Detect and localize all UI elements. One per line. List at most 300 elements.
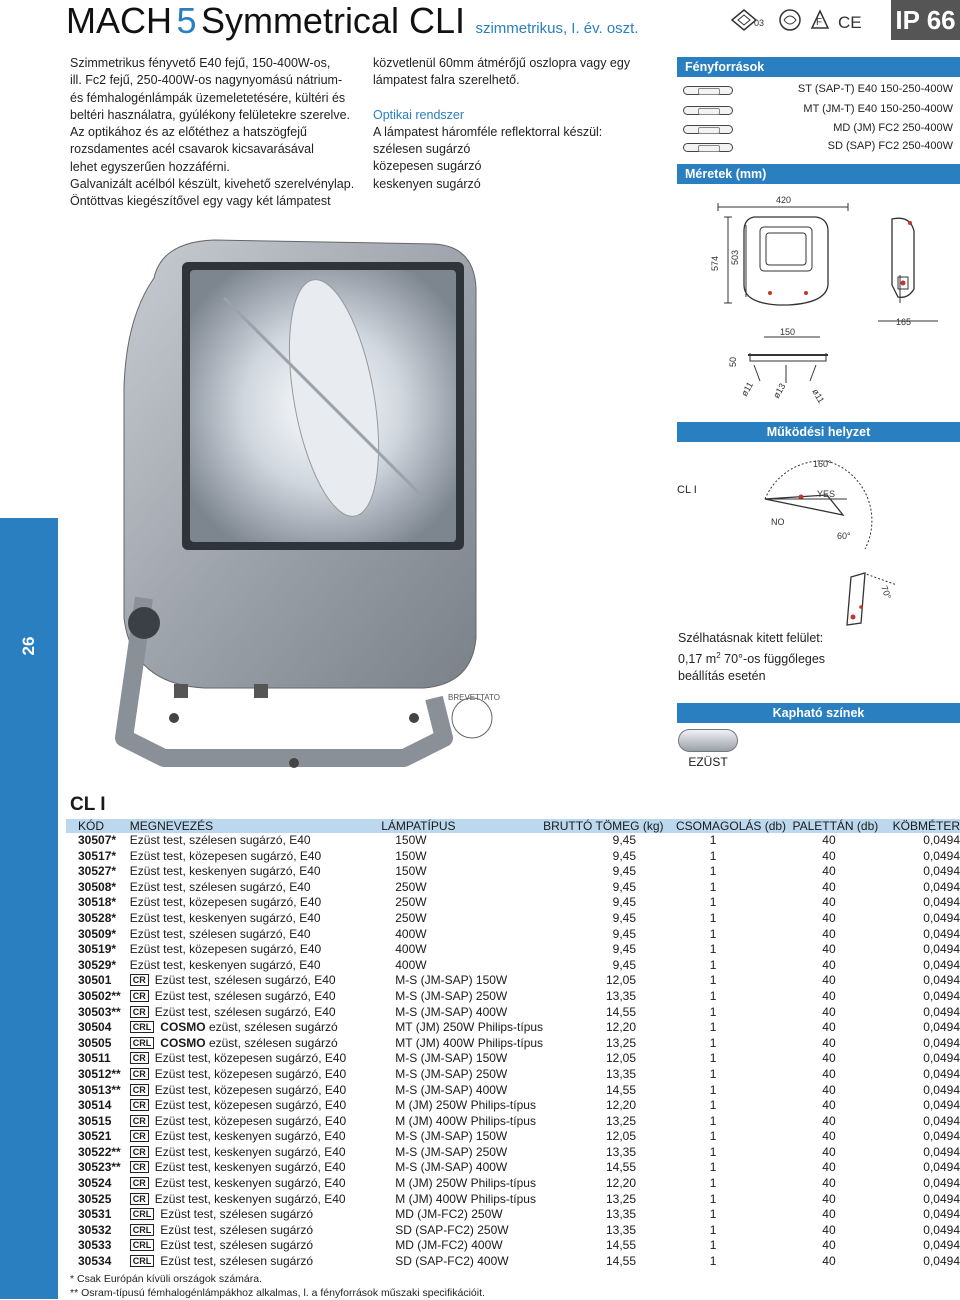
table-row <box>66 1005 960 1021</box>
operation-heading: Működési helyzet <box>677 422 960 442</box>
cell-code: 30503** <box>78 1004 121 1019</box>
cell-weight: 14,55 <box>605 1082 637 1097</box>
cell-lamp: MD (JM-FC2) 250W <box>395 1207 503 1222</box>
cell-pallet: 40 <box>822 895 836 910</box>
cr-badge-icon: CR <box>130 1099 149 1111</box>
cell-name <box>130 1176 381 1192</box>
desc-line: Szimmetrikus fényvető E40 fejű, 150-400W-os, <box>70 56 331 70</box>
cell-name <box>130 1160 381 1176</box>
table-row <box>66 1036 960 1052</box>
cell-weight: 14,55 <box>605 1238 637 1253</box>
product-name: Ezüst test, közepesen sugárzó, E40 <box>154 1098 347 1113</box>
cell-code: 30521 <box>78 1129 112 1144</box>
cell-name <box>130 1020 381 1036</box>
desc-line: Az optikához és az előtéthez a hatszögfejű <box>70 125 307 140</box>
cell-code: 30501 <box>78 973 112 988</box>
cell-weight: 14,55 <box>605 1160 637 1175</box>
cell-volume: 0,0494 <box>923 942 960 957</box>
cell-code: 30528* <box>78 910 117 925</box>
cell-lamp: 150W <box>395 848 427 863</box>
cl-label: CL I <box>677 484 697 496</box>
optics-line: A lámpatest háromféle reflektorral készül: <box>373 124 603 139</box>
cell-code: 30502** <box>78 988 121 1003</box>
dimensions-heading: Méretek (mm) <box>677 164 960 184</box>
col-header-pack: CSOMAGOLÁS (db) <box>676 819 792 833</box>
floodlight-photo <box>104 238 501 798</box>
col-header-code: KÓD <box>66 819 130 833</box>
cell-code: 30532 <box>78 1222 112 1237</box>
cell-name <box>130 1254 381 1270</box>
cell-volume: 0,0494 <box>923 1144 960 1159</box>
cell-weight: 13,35 <box>605 1144 637 1159</box>
table-row <box>66 911 960 927</box>
cell-pallet: 40 <box>822 1113 836 1128</box>
crl-badge-icon: CRL <box>130 1021 155 1033</box>
cell-pallet: 40 <box>822 1004 836 1019</box>
cell-name <box>130 1051 381 1067</box>
table-row <box>66 1254 960 1270</box>
side-tab <box>0 518 58 1299</box>
cr-badge-icon: CR <box>130 1161 149 1173</box>
footnote: * Csak Európán kívüli országok számára. <box>70 1273 262 1285</box>
optics-heading: Optikai rendszer <box>373 107 465 122</box>
cell-lamp: M-S (JM-SAP) 250W <box>395 988 508 1003</box>
colors-heading: Kapható színek <box>677 703 960 723</box>
table-row <box>66 1207 960 1223</box>
product-name: Ezüst test, közepesen sugárzó, E40 <box>154 1082 347 1097</box>
no-label: NO <box>771 517 785 527</box>
cell-pack: 1 <box>709 973 717 988</box>
cell-code: 30534 <box>78 1254 112 1269</box>
dimensions-drawing <box>688 185 960 410</box>
cell-pallet: 40 <box>822 864 836 879</box>
tubular-lamp-icon <box>683 106 733 115</box>
cell-weight: 9,45 <box>612 848 637 863</box>
silver-color-label: EZÜST <box>688 755 728 769</box>
product-name: Ezüst test, keskenyen sugárzó, E40 <box>154 1160 346 1175</box>
light-source-item: ST (SAP-T) E40 150-250-400W <box>683 83 953 99</box>
cell-name <box>130 973 381 989</box>
cell-pack: 1 <box>709 957 717 972</box>
cell-code: 30508* <box>78 879 117 894</box>
cell-volume: 0,0494 <box>923 1222 960 1237</box>
cell-pack: 1 <box>709 864 717 879</box>
cell-name <box>130 880 381 896</box>
cell-weight: 14,55 <box>605 1254 637 1269</box>
cell-volume: 0,0494 <box>923 1066 960 1081</box>
cell-name <box>130 1145 381 1161</box>
title-name: Symmetrical CLI <box>200 0 465 41</box>
product-name: Ezüst test, szélesen sugárzó, E40 <box>129 833 311 847</box>
table-row <box>66 1098 960 1114</box>
description-left <box>70 55 360 211</box>
table-row <box>66 989 960 1005</box>
brevetto-seal-icon <box>448 693 500 738</box>
dim-50: 50 <box>728 356 738 367</box>
footnote: ** Osram-típusú fémhalogénlámpákhoz alkalmas, l. a fényforrások műszaki specifikációit. <box>70 1287 485 1299</box>
table-row <box>66 1051 960 1067</box>
cell-volume: 0,0494 <box>923 1082 960 1097</box>
cell-weight: 12,05 <box>605 1129 637 1144</box>
cell-pallet: 40 <box>822 1066 836 1081</box>
cr-badge-icon: CR <box>130 1084 149 1096</box>
cell-pallet: 40 <box>822 848 836 863</box>
cell-volume: 0,0494 <box>923 1207 960 1222</box>
cell-code: 30527* <box>78 864 117 879</box>
cell-pack: 1 <box>709 910 717 925</box>
cell-pack: 1 <box>709 879 717 894</box>
cell-code: 30524 <box>78 1176 112 1191</box>
cell-pack: 1 <box>709 1004 717 1019</box>
cell-pack: 1 <box>709 1129 717 1144</box>
cell-weight: 9,45 <box>612 833 637 847</box>
cell-pallet: 40 <box>822 973 836 988</box>
cell-lamp: 400W <box>395 926 427 941</box>
cr-badge-icon: CR <box>130 1052 149 1064</box>
table-row <box>66 1020 960 1036</box>
cell-name <box>130 942 381 958</box>
cell-weight: 12,05 <box>605 973 637 988</box>
light-source-item: MD (JM) FC2 250-400W <box>683 122 953 138</box>
cell-lamp: 400W <box>395 942 427 957</box>
cell-pack: 1 <box>709 1113 717 1128</box>
dim-height-503: 503 <box>730 249 740 265</box>
cell-pallet: 40 <box>822 1176 836 1191</box>
dim-165: 165 <box>896 317 912 327</box>
cell-lamp: M-S (JM-SAP) 250W <box>395 1144 508 1159</box>
desc-line: rozsdamentes acél csavarok kicsavarásával <box>70 142 314 157</box>
desc-line: Öntöttvas kiegészítővel egy vagy két lámpatest <box>70 194 331 209</box>
cell-lamp: MT (JM) 400W Philips-típus <box>395 1035 544 1050</box>
product-name: Ezüst test, közepesen sugárzó, E40 <box>154 1051 347 1066</box>
desc-line: Galvanizált acélból készült, kivehető szerelvénylap. <box>70 177 355 192</box>
cell-lamp: M (JM) 250W Philips-típus <box>395 1098 536 1113</box>
svg-text:CE: CE <box>838 13 862 32</box>
desc-line: beltéri használatra, gyúlékony felületekre szerelve. <box>70 107 351 122</box>
cr-badge-icon: CR <box>130 1146 149 1158</box>
cell-weight: 9,45 <box>612 957 637 972</box>
ip-rating-badge: IP 66 <box>891 0 960 40</box>
crl-badge-icon: CRL <box>130 1208 155 1220</box>
table-title: CL I <box>70 794 106 815</box>
cr-badge-icon: CR <box>130 1115 149 1127</box>
cell-code: 30529* <box>78 957 117 972</box>
cell-pallet: 40 <box>822 879 836 894</box>
cell-volume: 0,0494 <box>923 895 960 910</box>
product-name: Ezüst test, keskenyen sugárzó, E40 <box>129 910 321 925</box>
product-name: Ezüst test, keskenyen sugárzó, E40 <box>129 864 321 879</box>
yes-label: YES <box>817 489 836 499</box>
cell-pack: 1 <box>709 1222 717 1237</box>
cell-weight: 9,45 <box>612 895 637 910</box>
cell-weight: 13,35 <box>605 1207 637 1222</box>
angle-60-label: 60° <box>837 531 851 541</box>
cell-code: 30519* <box>78 942 117 957</box>
product-name: Ezüst test, szélesen sugárzó, E40 <box>154 973 336 988</box>
col-header-pallet: PALETTÁN (db) <box>792 819 881 833</box>
light-source-item: MT (JM-T) E40 150-250-400W <box>683 103 953 119</box>
cell-name <box>130 911 381 927</box>
cell-name <box>130 895 381 911</box>
cosmo-label: COSMO <box>160 1020 206 1035</box>
cr-badge-icon: CR <box>130 1177 149 1189</box>
light-source-item: SD (SAP) FC2 250-400W <box>683 140 953 156</box>
cell-code: 30523** <box>78 1160 121 1175</box>
table-row <box>66 1083 960 1099</box>
cell-pallet: 40 <box>822 1207 836 1222</box>
cell-volume: 0,0494 <box>923 1176 960 1191</box>
cell-weight: 9,45 <box>612 864 637 879</box>
cell-lamp: M-S (JM-SAP) 400W <box>395 1004 508 1019</box>
cell-pack: 1 <box>709 1098 717 1113</box>
cell-weight: 9,45 <box>612 879 637 894</box>
cell-volume: 0,0494 <box>923 1113 960 1128</box>
cell-pack: 1 <box>709 1254 717 1269</box>
cr-badge-icon: CR <box>130 990 149 1002</box>
cell-code: 30512** <box>78 1066 121 1081</box>
ce-mark-icon <box>838 13 862 32</box>
cell-volume: 0,0494 <box>923 1020 960 1035</box>
cell-code: 30514 <box>78 1098 112 1113</box>
cell-pallet: 40 <box>822 942 836 957</box>
product-name: ezüst, szélesen sugárzó <box>205 1020 338 1035</box>
cell-code: 30504 <box>78 1020 112 1035</box>
cell-pallet: 40 <box>822 1238 836 1253</box>
cell-lamp: M (JM) 400W Philips-típus <box>395 1191 536 1206</box>
cell-volume: 0,0494 <box>923 1098 960 1113</box>
product-name: Ezüst test, közepesen sugárzó, E40 <box>129 942 322 957</box>
cell-pack: 1 <box>709 926 717 941</box>
cell-lamp: SD (SAP-FC2) 250W <box>395 1222 509 1237</box>
cell-lamp: SD (SAP-FC2) 400W <box>395 1254 509 1269</box>
silver-color-swatch <box>678 729 738 752</box>
product-name: Ezüst test, szélesen sugárzó <box>160 1254 314 1269</box>
cell-lamp: M-S (JM-SAP) 250W <box>395 1066 508 1081</box>
dim-height-574: 574 <box>710 255 720 271</box>
table-row <box>66 1067 960 1083</box>
dim-150: 150 <box>780 327 796 337</box>
cell-code: 30531 <box>78 1207 112 1222</box>
class1-cert-icon <box>780 10 800 30</box>
cell-weight: 13,25 <box>605 1113 637 1128</box>
cell-pallet: 40 <box>822 926 836 941</box>
operating-position-diagram <box>677 455 960 635</box>
cell-pallet: 40 <box>822 957 836 972</box>
cr-badge-icon: CR <box>130 1130 149 1142</box>
cell-code: 30513** <box>78 1082 121 1097</box>
table-row <box>66 1160 960 1176</box>
cell-lamp: M-S (JM-SAP) 400W <box>395 1160 508 1175</box>
product-name: Ezüst test, közepesen sugárzó, E40 <box>129 895 322 910</box>
cell-code: 30533 <box>78 1238 112 1253</box>
cell-weight: 12,20 <box>605 1020 637 1035</box>
cell-pallet: 40 <box>822 1051 836 1066</box>
cell-pallet: 40 <box>822 1144 836 1159</box>
product-name: Ezüst test, közepesen sugárzó, E40 <box>154 1113 347 1128</box>
cell-volume: 0,0494 <box>923 926 960 941</box>
table-row <box>66 895 960 911</box>
cell-pack: 1 <box>709 1020 717 1035</box>
cell-name <box>130 927 381 943</box>
page-section-number: 26 <box>19 636 38 656</box>
cell-name <box>130 1083 381 1099</box>
cell-code: 30507* <box>78 833 117 847</box>
product-name: Ezüst test, keskenyen sugárzó, E40 <box>129 957 321 972</box>
cell-weight: 12,20 <box>605 1098 637 1113</box>
svg-text:03: 03 <box>754 18 765 28</box>
angle-160-label: 160° <box>813 459 832 469</box>
cell-name <box>130 1129 381 1145</box>
cell-code: 30518* <box>78 895 117 910</box>
cell-weight: 14,55 <box>605 1004 637 1019</box>
cell-volume: 0,0494 <box>923 1129 960 1144</box>
title-subtitle: szimmetrikus, I. év. oszt. <box>475 20 639 37</box>
cell-name <box>130 1098 381 1114</box>
cell-pack: 1 <box>709 1160 717 1175</box>
cosmo-label: COSMO <box>160 1035 206 1050</box>
wind-surface-text: Szélhatásnak kitett felület: 0,17 $m^2$ 70°-os függőleges beállítás esetén <box>678 631 826 684</box>
product-name: Ezüst test, közepesen sugárzó, E40 <box>154 1066 347 1081</box>
cell-weight: 12,20 <box>605 1176 637 1191</box>
cell-pack: 1 <box>709 1035 717 1050</box>
cell-pack: 1 <box>709 1238 717 1253</box>
cell-volume: 0,0494 <box>923 879 960 894</box>
description-right <box>373 55 653 193</box>
svg-text:F: F <box>816 17 823 28</box>
table-row <box>66 1192 960 1208</box>
table-row <box>66 1129 960 1145</box>
cell-pack: 1 <box>709 988 717 1003</box>
crl-badge-icon: CRL <box>130 1037 155 1049</box>
cell-pallet: 40 <box>822 1129 836 1144</box>
crl-badge-icon: CRL <box>130 1224 155 1236</box>
table-row <box>66 849 960 865</box>
cell-name <box>130 1192 381 1208</box>
cell-volume: 0,0494 <box>923 973 960 988</box>
dim-hole-11b: ø11 <box>810 387 827 405</box>
cell-pallet: 40 <box>822 1035 836 1050</box>
cell-lamp: 250W <box>395 879 427 894</box>
cell-weight: 13,25 <box>605 1035 637 1050</box>
cell-weight: 9,45 <box>612 910 637 925</box>
cell-lamp: M (JM) 250W Philips-típus <box>395 1176 536 1191</box>
cell-name <box>130 1036 381 1052</box>
table-row <box>66 833 960 849</box>
cell-name <box>130 1223 381 1239</box>
cell-lamp: M-S (JM-SAP) 150W <box>395 973 508 988</box>
cell-pack: 1 <box>709 1176 717 1191</box>
product-name: Ezüst test, szélesen sugárzó <box>160 1207 314 1222</box>
cr-badge-icon: CR <box>130 1006 149 1018</box>
desc-line: és fémhalogénlámpák üzemeletetésére, kültéri és <box>70 90 346 105</box>
cell-pack: 1 <box>709 1066 717 1081</box>
tubular-lamp-icon <box>683 86 733 95</box>
double-ended-lamp-icon <box>683 143 733 152</box>
product-name: Ezüst test, keskenyen sugárzó, E40 <box>154 1144 346 1159</box>
cell-pack: 1 <box>709 1207 717 1222</box>
cell-lamp: MD (JM-FC2) 400W <box>395 1238 503 1253</box>
cell-pack: 1 <box>709 833 717 847</box>
cell-pallet: 40 <box>822 988 836 1003</box>
cell-lamp: M-S (JM-SAP) 150W <box>395 1051 508 1066</box>
double-ended-lamp-icon <box>683 125 733 134</box>
cell-volume: 0,0494 <box>923 864 960 879</box>
cell-lamp: 400W <box>395 957 427 972</box>
footnotes <box>70 1272 485 1300</box>
desc-line: ill. Fc2 fejű, 250-400W-os nagynyomású nátrium- <box>70 73 343 88</box>
product-name: Ezüst test, keskenyen sugárzó, E40 <box>154 1191 346 1206</box>
cell-name <box>130 864 381 880</box>
cell-pallet: 40 <box>822 1160 836 1175</box>
product-name: Ezüst test, szélesen sugárzó, E40 <box>129 879 311 894</box>
cr-badge-icon: CR <box>130 1193 149 1205</box>
angle-70-label: 70° <box>879 584 894 601</box>
dim-width-420: 420 <box>776 195 792 205</box>
product-name: Ezüst test, közepesen sugárzó, E40 <box>129 848 322 863</box>
cell-code: 30515 <box>78 1113 112 1128</box>
table-row <box>66 1238 960 1254</box>
cell-code: 30522** <box>78 1144 121 1159</box>
cr-badge-icon: CR <box>130 974 149 986</box>
table-row <box>66 1176 960 1192</box>
cell-code: 30505 <box>78 1035 112 1050</box>
cell-code: 30511 <box>78 1051 111 1066</box>
cell-lamp: 150W <box>395 833 427 847</box>
cell-name <box>130 958 381 974</box>
cell-pallet: 40 <box>822 1082 836 1097</box>
optics-line: keskenyen sugárzó <box>373 176 481 191</box>
cell-volume: 0,0494 <box>923 1051 960 1066</box>
cell-weight: 13,25 <box>605 1191 637 1206</box>
product-name: Ezüst test, szélesen sugárzó <box>160 1238 314 1253</box>
product-name: Ezüst test, szélesen sugárzó, E40 <box>154 1004 336 1019</box>
cell-weight: 12,05 <box>605 1051 637 1066</box>
cell-lamp: 150W <box>395 864 427 879</box>
cell-pack: 1 <box>709 1051 717 1066</box>
cell-weight: 13,35 <box>605 1222 637 1237</box>
cell-lamp: M (JM) 400W Philips-típus <box>395 1113 536 1128</box>
cell-volume: 0,0494 <box>923 1035 960 1050</box>
cell-volume: 0,0494 <box>923 848 960 863</box>
cell-volume: 0,0494 <box>923 1238 960 1253</box>
cell-pack: 1 <box>709 1191 717 1206</box>
desc-line: lehet egyszerűen hozzáférni. <box>70 159 230 174</box>
cell-volume: 0,0494 <box>923 988 960 1003</box>
table-row <box>66 864 960 880</box>
crl-badge-icon: CRL <box>130 1239 155 1251</box>
cell-pack: 1 <box>709 1082 717 1097</box>
cell-lamp: MT (JM) 250W Philips-típus <box>395 1020 544 1035</box>
col-header-volume: KÖBMÉTER <box>882 819 960 833</box>
cell-code: 30517* <box>78 848 117 863</box>
table-row <box>66 973 960 989</box>
col-header-name: MEGNEVEZÉS <box>130 819 381 833</box>
cell-pack: 1 <box>709 895 717 910</box>
cell-name <box>130 1238 381 1254</box>
cell-weight: 13,35 <box>605 1066 637 1081</box>
cell-pack: 1 <box>709 942 717 957</box>
desc-line: lámpatest falra szerelhető. <box>373 73 520 88</box>
optics-line: szélesen sugárzó <box>373 142 471 157</box>
product-name: Ezüst test, szélesen sugárzó <box>160 1222 314 1237</box>
crl-badge-icon: CRL <box>130 1255 155 1267</box>
light-sources-heading: Fényforrások <box>677 57 960 77</box>
product-name: ezüst, szélesen sugárzó <box>205 1035 338 1050</box>
svg-text:BREVETTATO: BREVETTATO <box>448 693 501 702</box>
cell-pack: 1 <box>709 1144 717 1159</box>
cr-badge-icon: CR <box>130 1068 149 1080</box>
table-row <box>66 1223 960 1239</box>
